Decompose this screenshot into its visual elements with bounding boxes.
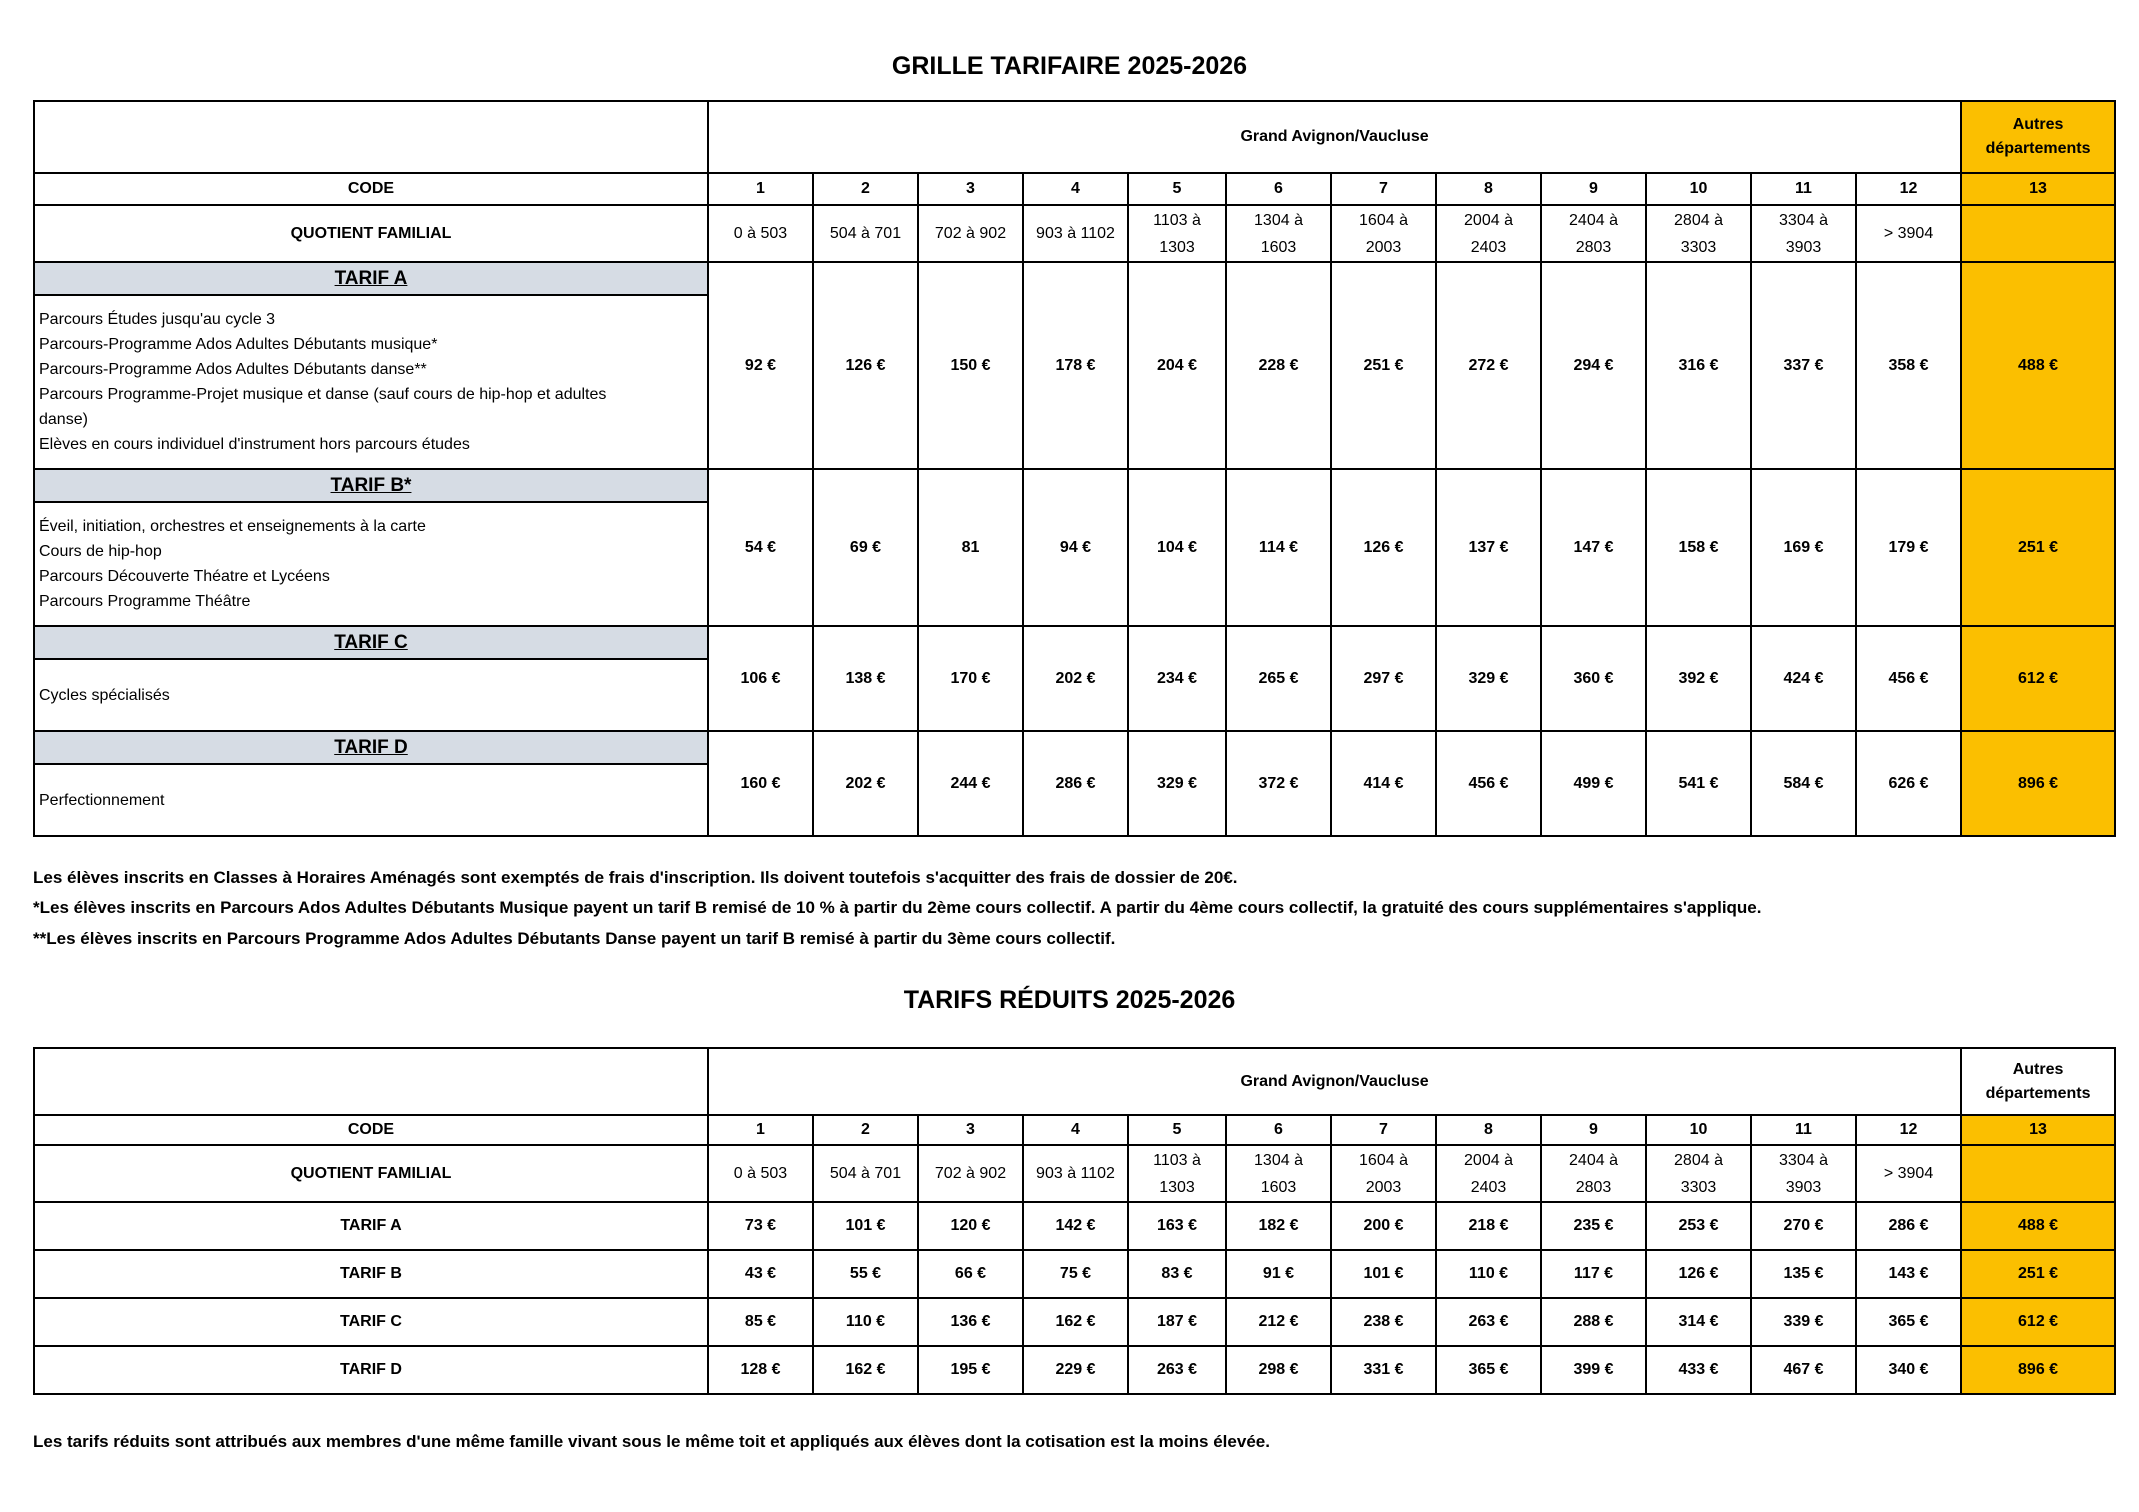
description-line: Éveil, initiation, orchestres et enseignements à la carte: [39, 518, 426, 535]
reduced-price-cell: 896 €: [1961, 1346, 2115, 1394]
qf-range-2: [813, 205, 918, 262]
reduced-price-cell: 339 €: [1751, 1298, 1856, 1346]
qf-range-11: [1751, 205, 1856, 262]
reduced-price-cell: 212 €: [1226, 1298, 1331, 1346]
reduced-price-cell: 488 €: [1961, 1202, 2115, 1250]
description-line: Parcours Programme-Projet musique et danse (sauf cours de hip-hop et adultes: [39, 386, 607, 403]
reduced-price-cell: 162 €: [813, 1346, 918, 1394]
reduced-price-cell: 110 €: [1436, 1250, 1541, 1298]
reduced-price-cell: 314 €: [1646, 1298, 1751, 1346]
tarif-label-1: [34, 469, 708, 626]
reduced-price-cell: 365 €: [1436, 1346, 1541, 1394]
price-cell: 150 €: [918, 262, 1023, 469]
reduced-row: [34, 1298, 2115, 1346]
qf-range-4: [1023, 1145, 1128, 1202]
price-cell: 202 €: [813, 731, 918, 836]
price-cell: 414 €: [1331, 731, 1436, 836]
price-cell: 106 €: [708, 626, 813, 731]
tarif-label-0: [34, 262, 708, 469]
reduced-price-cell: 399 €: [1541, 1346, 1646, 1394]
qf-range-12: [1856, 205, 1961, 262]
qf-range-from: 1103 à: [1153, 1151, 1201, 1169]
qf-range-from: 1304 à: [1254, 211, 1303, 229]
qf-range-from: 0 à 503: [733, 1165, 788, 1182]
reduced-tarif-label: TARIF C: [34, 1298, 708, 1346]
qf-range-to: 2803: [1575, 238, 1612, 256]
code-13: 13: [1961, 1115, 2115, 1145]
description-line: Cycles spécialisés: [39, 686, 170, 704]
qf-range-to: 2403: [1470, 238, 1507, 256]
note-cha: Les élèves inscrits en Classes à Horaires Aménagés sont exemptés de frais d'inscription. Ils doivent toutefois s'acquitter des frais de dossier de 20€.: [33, 868, 1238, 887]
code-10: 10: [1646, 173, 1751, 205]
price-cell: 358 €: [1856, 262, 1961, 469]
price-cell: 234 €: [1128, 626, 1226, 731]
code-4: 4: [1023, 1115, 1128, 1145]
qf-range-from: 0 à 503: [733, 225, 788, 242]
reduced-price-cell: 75 €: [1023, 1250, 1128, 1298]
reduced-price-cell: 101 €: [813, 1202, 918, 1250]
group-header: Grand Avignon/Vaucluse: [708, 101, 1961, 173]
qf-range-3: [918, 1145, 1023, 1202]
price-cell: 896 €: [1961, 731, 2115, 836]
reduced-footnote: Les tarifs réduits sont attribués aux membres d'une même famille vivant sous le même toit et appliqués aux élèves dont la cotisation est la moins élevée.: [33, 1432, 1270, 1451]
code-7: 7: [1331, 1115, 1436, 1145]
price-cell: 272 €: [1436, 262, 1541, 469]
qf-range-from: 2004 à: [1464, 1151, 1513, 1169]
qf-range-to: 2003: [1365, 1178, 1402, 1196]
qf-range-to: 2003: [1365, 238, 1402, 256]
price-cell: 104 €: [1128, 469, 1226, 626]
price-cell: 360 €: [1541, 626, 1646, 731]
reduced-price-cell: 251 €: [1961, 1250, 2115, 1298]
qf-range-from: 903 à 1102: [1036, 1165, 1115, 1182]
reduced-price-cell: 340 €: [1856, 1346, 1961, 1394]
price-cell: 251 €: [1961, 469, 2115, 626]
price-cell: 169 €: [1751, 469, 1856, 626]
price-cell: 541 €: [1646, 731, 1751, 836]
tarif-heading: TARIF B*: [35, 470, 707, 503]
reduced-tariff-table: [33, 1047, 2116, 1395]
reduced-price-cell: 66 €: [918, 1250, 1023, 1298]
tarif-row: [34, 469, 2115, 626]
price-cell: 179 €: [1856, 469, 1961, 626]
qf-range-from: > 3904: [1883, 1165, 1934, 1182]
qf-other-blank: [1961, 205, 2115, 262]
code-7: 7: [1331, 173, 1436, 205]
price-cell: 297 €: [1331, 626, 1436, 731]
qf-range-from: 903 à 1102: [1036, 225, 1115, 242]
qf-range-12: [1856, 1145, 1961, 1202]
reduced-price-cell: 263 €: [1128, 1346, 1226, 1394]
qf-range-9: [1541, 205, 1646, 262]
price-cell: 138 €: [813, 626, 918, 731]
price-cell: 251 €: [1331, 262, 1436, 469]
qf-range-1: [708, 205, 813, 262]
price-cell: 626 €: [1856, 731, 1961, 836]
tarif-heading: TARIF C: [35, 627, 707, 660]
price-cell: 329 €: [1436, 626, 1541, 731]
qf-range-to: 2403: [1470, 1178, 1507, 1196]
reduced-row: [34, 1202, 2115, 1250]
tarif-label-3: [34, 731, 708, 836]
reduced-price-cell: 331 €: [1331, 1346, 1436, 1394]
reduced-price-cell: 182 €: [1226, 1202, 1331, 1250]
price-cell: 126 €: [813, 262, 918, 469]
price-cell: 160 €: [708, 731, 813, 836]
header-blank: [34, 101, 708, 173]
other-departments-header: Autres départements: [1961, 101, 2115, 173]
price-cell: 584 €: [1751, 731, 1856, 836]
qf-range-9: [1541, 1145, 1646, 1202]
qf-range-from: 504 à 701: [829, 1165, 902, 1182]
description-line: Cours de hip-hop: [39, 543, 162, 560]
description-line: danse): [39, 411, 88, 428]
qf-range-to: 3903: [1785, 238, 1822, 256]
price-cell: 92 €: [708, 262, 813, 469]
qf-range-to: 3903: [1785, 1178, 1822, 1196]
qf-range-to: 2803: [1575, 1178, 1612, 1196]
qf-range-from: 702 à 902: [934, 1165, 1007, 1182]
price-cell: 137 €: [1436, 469, 1541, 626]
price-cell: 69 €: [813, 469, 918, 626]
description-line: Parcours-Programme Ados Adultes Débutants danse**: [39, 361, 427, 378]
qf-range-7: [1331, 1145, 1436, 1202]
price-cell: 158 €: [1646, 469, 1751, 626]
qf-other-blank: [1961, 1145, 2115, 1202]
other-departments-header: Autres départements: [1961, 1048, 2115, 1115]
tarif-row: [34, 626, 2115, 731]
price-cell: 54 €: [708, 469, 813, 626]
note-danse: **Les élèves inscrits en Parcours Programme Ados Adultes Débutants Danse payent un tarif B remisé à partir du 3ème cours collectif.: [33, 929, 1116, 948]
description-line: Parcours Programme Théâtre: [39, 593, 251, 610]
qf-range-from: > 3904: [1883, 225, 1934, 242]
qf-range-from: 2404 à: [1569, 1151, 1618, 1169]
reduced-price-cell: 143 €: [1856, 1250, 1961, 1298]
code-1: 1: [708, 1115, 813, 1145]
price-cell: 286 €: [1023, 731, 1128, 836]
reduced-price-cell: 163 €: [1128, 1202, 1226, 1250]
tarif-row: [34, 262, 2115, 469]
tarif-description: [35, 660, 707, 730]
price-cell: 612 €: [1961, 626, 2115, 731]
price-cell: 94 €: [1023, 469, 1128, 626]
code-5: 5: [1128, 1115, 1226, 1145]
price-cell: 228 €: [1226, 262, 1331, 469]
qf-range-from: 702 à 902: [934, 225, 1007, 242]
price-cell: 114 €: [1226, 469, 1331, 626]
price-cell: 488 €: [1961, 262, 2115, 469]
reduced-price-cell: 135 €: [1751, 1250, 1856, 1298]
qf-range-to: 3303: [1680, 238, 1717, 256]
qf-range-6: [1226, 1145, 1331, 1202]
reduced-price-cell: 238 €: [1331, 1298, 1436, 1346]
code-3: 3: [918, 173, 1023, 205]
qf-range-from: 2804 à: [1674, 211, 1723, 229]
qf-range-6: [1226, 205, 1331, 262]
description-line: Parcours Études jusqu'au cycle 3: [39, 311, 276, 328]
qf-range-to: 1603: [1260, 238, 1297, 256]
qf-range-7: [1331, 205, 1436, 262]
reduced-price-cell: 286 €: [1856, 1202, 1961, 1250]
tarif-row: [34, 731, 2115, 836]
reduced-price-cell: 218 €: [1436, 1202, 1541, 1250]
group-header: Grand Avignon/Vaucluse: [708, 1048, 1961, 1115]
price-cell: 316 €: [1646, 262, 1751, 469]
qf-label: QUOTIENT FAMILIAL: [34, 205, 708, 262]
qf-range-10: [1646, 205, 1751, 262]
qf-range-10: [1646, 1145, 1751, 1202]
qf-range-from: 1604 à: [1359, 1151, 1408, 1169]
reduced-price-cell: 85 €: [708, 1298, 813, 1346]
tarif-description: [35, 503, 707, 625]
reduced-price-cell: 142 €: [1023, 1202, 1128, 1250]
reduced-price-cell: 365 €: [1856, 1298, 1961, 1346]
reduced-tarif-label: TARIF D: [34, 1346, 708, 1394]
price-cell: 126 €: [1331, 469, 1436, 626]
code-12: 12: [1856, 173, 1961, 205]
code-5: 5: [1128, 173, 1226, 205]
price-cell: 202 €: [1023, 626, 1128, 731]
reduced-price-cell: 101 €: [1331, 1250, 1436, 1298]
qf-range-from: 1103 à: [1153, 211, 1201, 229]
qf-range-from: 504 à 701: [829, 225, 902, 242]
qf-range-8: [1436, 1145, 1541, 1202]
price-cell: 170 €: [918, 626, 1023, 731]
qf-range-from: 2804 à: [1674, 1151, 1723, 1169]
code-11: 11: [1751, 1115, 1856, 1145]
price-cell: 372 €: [1226, 731, 1331, 836]
code-6: 6: [1226, 1115, 1331, 1145]
qf-range-5: [1128, 1145, 1226, 1202]
description-line: Parcours Découverte Théatre et Lycéens: [39, 568, 330, 585]
qf-range-3: [918, 205, 1023, 262]
reduced-price-cell: 270 €: [1751, 1202, 1856, 1250]
tarif-heading: TARIF A: [35, 263, 707, 296]
reduced-price-cell: 298 €: [1226, 1346, 1331, 1394]
reduced-row: [34, 1250, 2115, 1298]
code-9: 9: [1541, 1115, 1646, 1145]
reduced-price-cell: 195 €: [918, 1346, 1023, 1394]
qf-range-from: 3304 à: [1779, 1151, 1828, 1169]
qf-range-to: 1303: [1159, 1178, 1195, 1196]
code-12: 12: [1856, 1115, 1961, 1145]
qf-range-from: 2004 à: [1464, 211, 1513, 229]
reduced-price-cell: 73 €: [708, 1202, 813, 1250]
reduced-price-cell: 117 €: [1541, 1250, 1646, 1298]
tarif-description: [35, 765, 707, 835]
code-6: 6: [1226, 173, 1331, 205]
price-cell: 456 €: [1436, 731, 1541, 836]
reduced-price-cell: 136 €: [918, 1298, 1023, 1346]
note-musique: *Les élèves inscrits en Parcours Ados Adultes Débutants Musique payent un tarif B remisé de 10 % à partir du 2ème cours collectif. A partir du 4ème cours collectif, la gratuité des cours supplémentaires s'applique.: [33, 898, 1762, 917]
code-8: 8: [1436, 1115, 1541, 1145]
reduced-price-cell: 162 €: [1023, 1298, 1128, 1346]
price-cell: 81: [918, 469, 1023, 626]
code-4: 4: [1023, 173, 1128, 205]
reduced-price-cell: 83 €: [1128, 1250, 1226, 1298]
price-cell: 329 €: [1128, 731, 1226, 836]
tarif-description: [35, 296, 707, 468]
qf-range-from: 1304 à: [1254, 1151, 1303, 1169]
price-cell: 337 €: [1751, 262, 1856, 469]
qf-range-11: [1751, 1145, 1856, 1202]
price-cell: 178 €: [1023, 262, 1128, 469]
price-cell: 265 €: [1226, 626, 1331, 731]
reduced-price-cell: 612 €: [1961, 1298, 2115, 1346]
code-label: CODE: [34, 173, 708, 205]
reduced-price-cell: 433 €: [1646, 1346, 1751, 1394]
reduced-price-cell: 253 €: [1646, 1202, 1751, 1250]
reduced-price-cell: 187 €: [1128, 1298, 1226, 1346]
qf-range-1: [708, 1145, 813, 1202]
qf-range-to: 3303: [1680, 1178, 1717, 1196]
qf-range-2: [813, 1145, 918, 1202]
price-cell: 147 €: [1541, 469, 1646, 626]
code-9: 9: [1541, 173, 1646, 205]
price-cell: 456 €: [1856, 626, 1961, 731]
code-13: 13: [1961, 173, 2115, 205]
reduced-price-cell: 235 €: [1541, 1202, 1646, 1250]
qf-range-4: [1023, 205, 1128, 262]
qf-range-from: 1604 à: [1359, 211, 1408, 229]
code-3: 3: [918, 1115, 1023, 1145]
price-cell: 294 €: [1541, 262, 1646, 469]
price-cell: 392 €: [1646, 626, 1751, 731]
description-line: Elèves en cours individuel d'instrument hors parcours études: [39, 436, 470, 453]
reduced-tarif-label: TARIF B: [34, 1250, 708, 1298]
reduced-price-cell: 263 €: [1436, 1298, 1541, 1346]
reduced-price-cell: 110 €: [813, 1298, 918, 1346]
price-cell: 424 €: [1751, 626, 1856, 731]
code-11: 11: [1751, 173, 1856, 205]
reduced-price-cell: 200 €: [1331, 1202, 1436, 1250]
code-2: 2: [813, 1115, 918, 1145]
description-line: Perfectionnement: [39, 791, 165, 809]
tariff-grid-table: [33, 100, 2116, 837]
qf-range-from: 2404 à: [1569, 211, 1618, 229]
reduced-price-cell: 128 €: [708, 1346, 813, 1394]
code-1: 1: [708, 173, 813, 205]
code-8: 8: [1436, 173, 1541, 205]
code-label: CODE: [34, 1115, 708, 1145]
price-cell: 499 €: [1541, 731, 1646, 836]
reduced-price-cell: 126 €: [1646, 1250, 1751, 1298]
code-10: 10: [1646, 1115, 1751, 1145]
price-cell: 204 €: [1128, 262, 1226, 469]
qf-range-8: [1436, 205, 1541, 262]
reduced-price-cell: 229 €: [1023, 1346, 1128, 1394]
description-line: Parcours-Programme Ados Adultes Débutants musique*: [39, 336, 438, 353]
reduced-price-cell: 467 €: [1751, 1346, 1856, 1394]
reduced-price-cell: 55 €: [813, 1250, 918, 1298]
grid-title: GRILLE TARIFAIRE 2025-2026: [891, 52, 1248, 80]
reduced-tarif-label: TARIF A: [34, 1202, 708, 1250]
qf-range-from: 3304 à: [1779, 211, 1828, 229]
code-2: 2: [813, 173, 918, 205]
reduced-price-cell: 288 €: [1541, 1298, 1646, 1346]
tarif-label-2: [34, 626, 708, 731]
reduced-title: TARIFS RÉDUITS 2025-2026: [903, 986, 1236, 1014]
reduced-price-cell: 91 €: [1226, 1250, 1331, 1298]
qf-label: QUOTIENT FAMILIAL: [34, 1145, 708, 1202]
tarif-heading: TARIF D: [35, 732, 707, 765]
header-blank: [34, 1048, 708, 1115]
reduced-price-cell: 43 €: [708, 1250, 813, 1298]
price-cell: 244 €: [918, 731, 1023, 836]
qf-range-5: [1128, 205, 1226, 262]
qf-range-to: 1603: [1260, 1178, 1297, 1196]
reduced-price-cell: 120 €: [918, 1202, 1023, 1250]
qf-range-to: 1303: [1159, 238, 1195, 256]
reduced-row: [34, 1346, 2115, 1394]
